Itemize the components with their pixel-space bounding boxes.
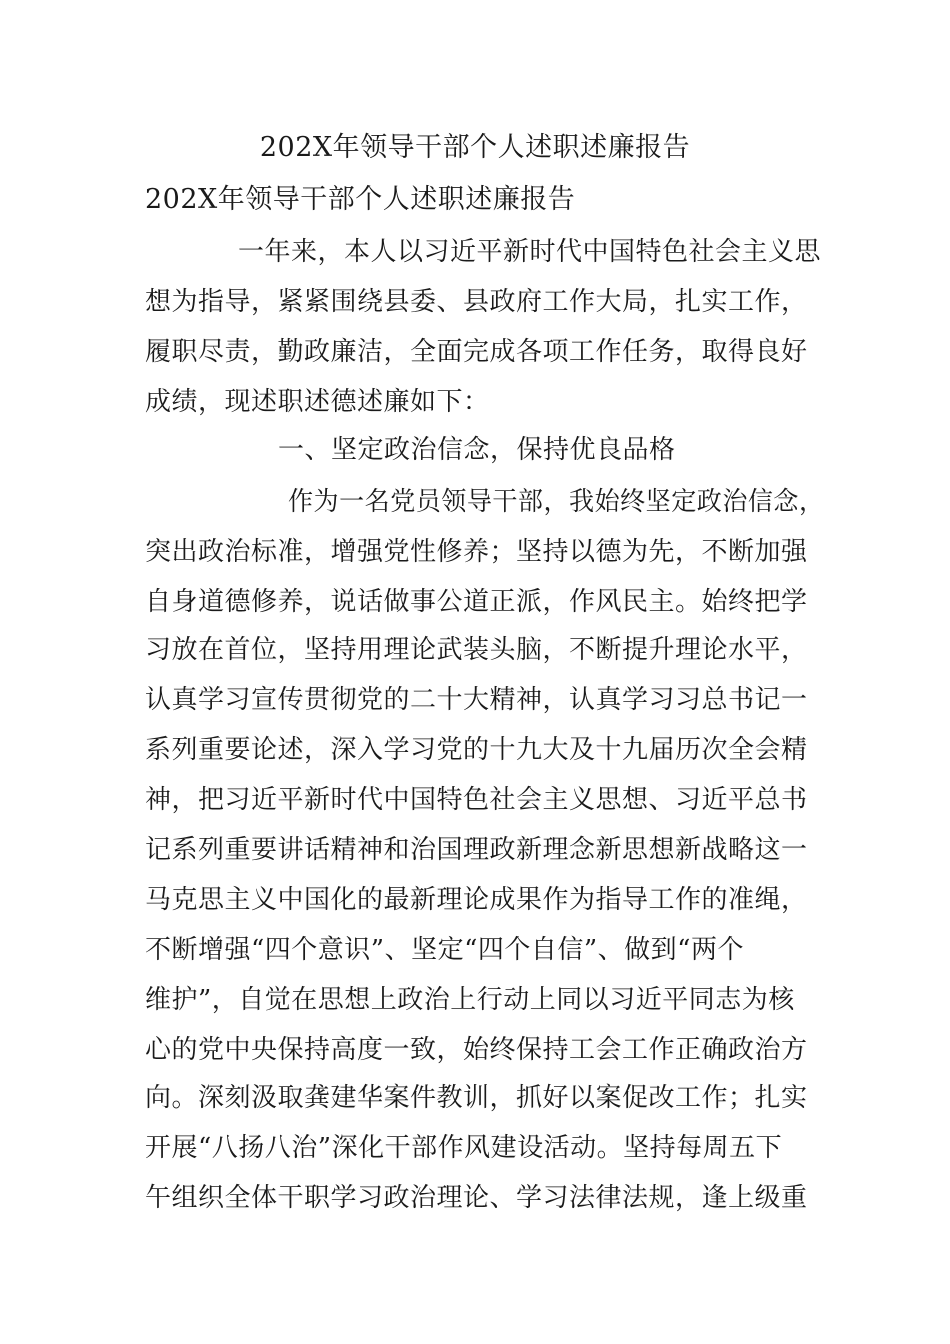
document-title: 202X年领导干部个人述职述廉报告 (259, 132, 691, 163)
section-heading: 一、坚定政治信念，保持优良品格 (278, 435, 676, 465)
paragraph1-line: 一年来，本人以习近平新时代中国特色社会主义思 (238, 237, 822, 267)
paragraph2-line: 维护”，自觉在思想上政治上行动上同以习近平同志为核 (145, 985, 795, 1015)
paragraph2-line: 突出政治标准，增强党性修养；坚持以德为先，不断加强 (145, 537, 808, 567)
paragraph2-line: 记系列重要讲话精神和治国理政新理念新思想新战略这一 (145, 835, 808, 865)
paragraph2-line: 自身道德修养，说话做事公道正派，作风民主。始终把学 (145, 587, 808, 617)
paragraph1-line: 想为指导，紧紧围绕县委、县政府工作大局，扎实工作， (145, 287, 808, 317)
paragraph2-line: 午组织全体干职学习政治理论、学习法律法规，逢上级重 (145, 1183, 808, 1213)
paragraph2-line: 不断增强“四个意识”、坚定“四个自信”、做到“两个 (145, 935, 744, 965)
document-subtitle: 202X年领导干部个人述职述廉报告 (145, 184, 576, 215)
paragraph2-line: 系列重要论述，深入学习党的十九大及十九届历次全会精 (145, 735, 808, 765)
paragraph2-line: 作为一名党员领导干部，我始终坚定政治信念， (288, 487, 825, 517)
paragraph2-line: 马克思主义中国化的最新理论成果作为指导工作的准绳， (145, 885, 808, 915)
paragraph2-line: 心的党中央保持高度一致，始终保持工会工作正确政治方 (145, 1035, 808, 1065)
paragraph2-line: 开展“八扬八治”深化干部作风建设活动。坚持每周五下 (145, 1133, 783, 1163)
paragraph2-line: 向。深刻汲取龚建华案件教训，抓好以案促改工作；扎实 (145, 1083, 808, 1113)
paragraph2-line: 认真学习宣传贯彻党的二十大精神，认真学习习总书记一 (145, 685, 808, 715)
paragraph1-line: 成绩，现述职述德述廉如下： (145, 387, 490, 417)
paragraph2-line: 神，把习近平新时代中国特色社会主义思想、习近平总书 (145, 785, 808, 815)
paragraph2-line: 习放在首位，坚持用理论武装头脑，不断提升理论水平， (145, 635, 808, 665)
paragraph1-line: 履职尽责，勤政廉洁，全面完成各项工作任务，取得良好 (145, 337, 808, 367)
